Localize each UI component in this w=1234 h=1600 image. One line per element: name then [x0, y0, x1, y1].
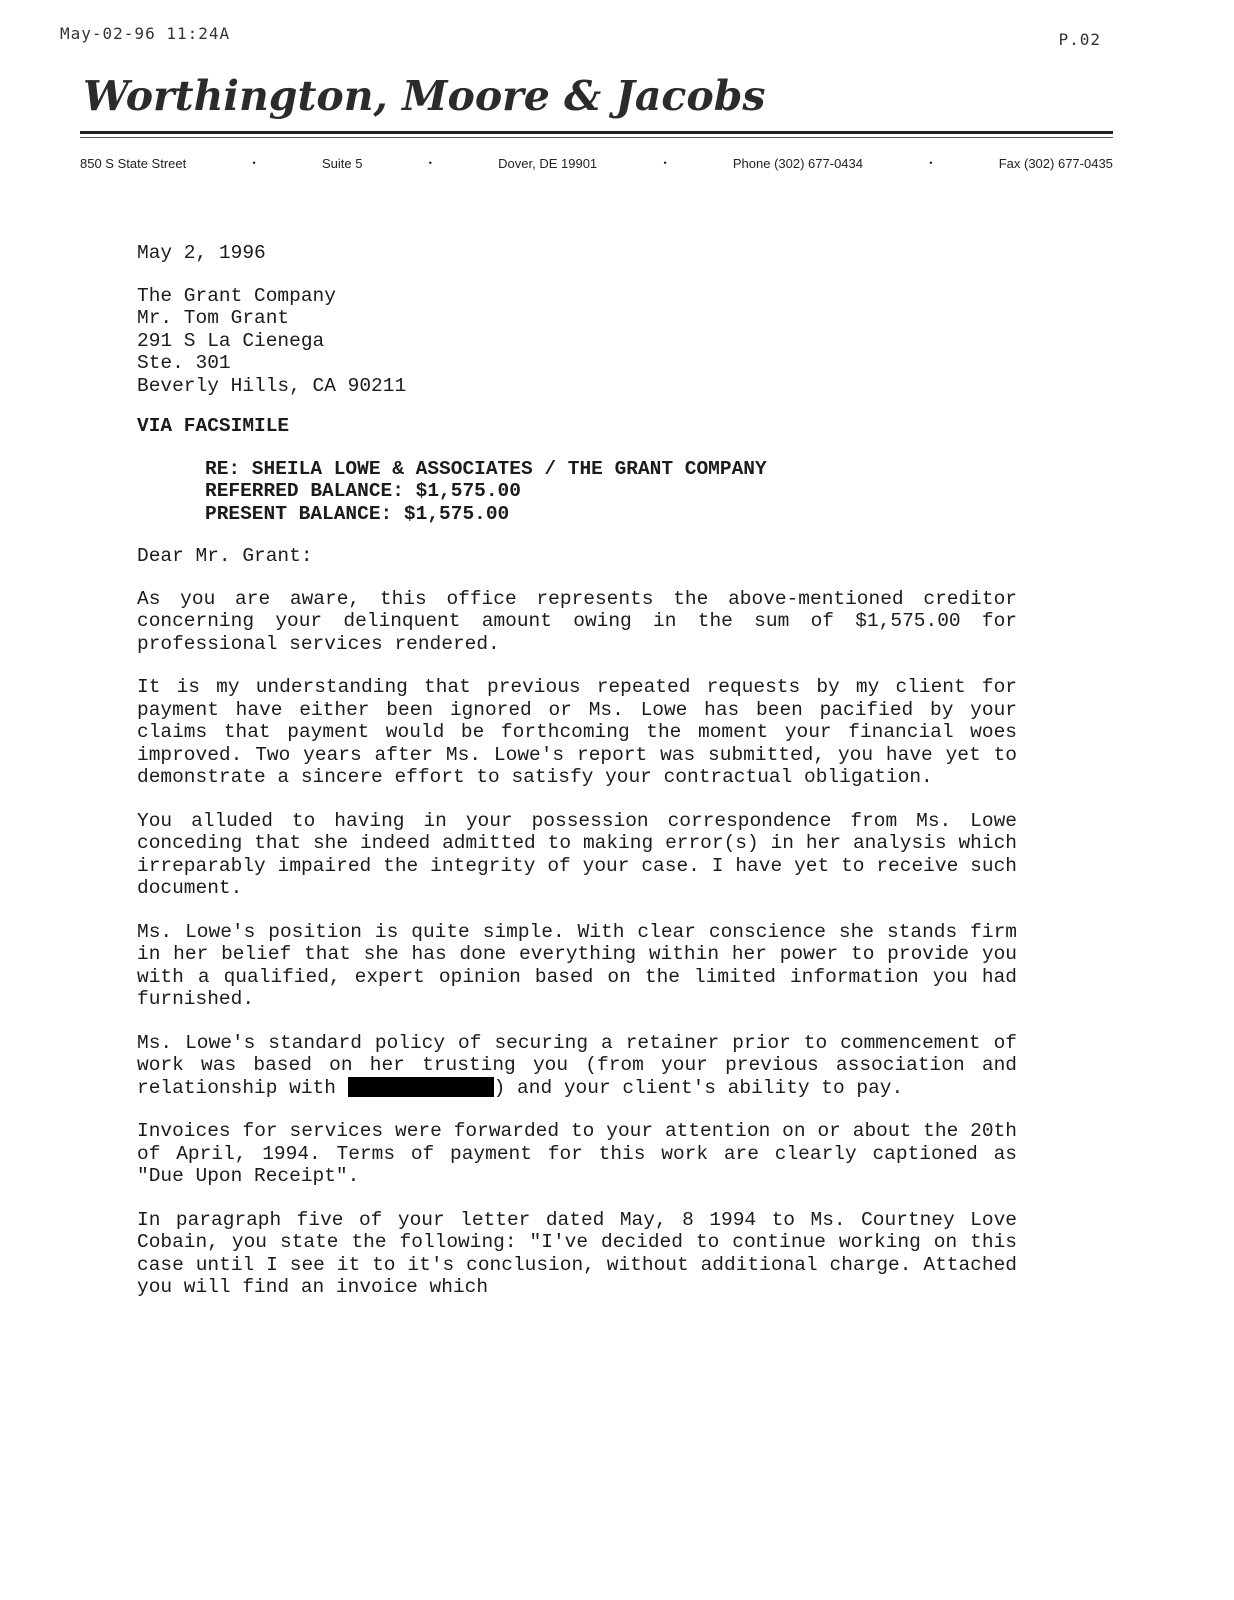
- firm-name: Worthington, Moore & Jacobs: [83, 72, 766, 120]
- letterhead-rule: [80, 131, 1113, 134]
- firm-phone: Phone (302) 677-0434: [732, 155, 863, 171]
- referred-balance: REFERRED BALANCE: $1,575.00: [205, 480, 521, 502]
- firm-fax: Fax (302) 677-0435: [998, 155, 1113, 171]
- fax-page-number: P.02: [1058, 30, 1101, 49]
- firm-street: 850 S State Street: [80, 155, 187, 171]
- paragraph: In paragraph five of your letter dated May, 8 1994 to Ms. Courtney Love Cobain, you state the following: "I've decided to continue working on this case until I see it to it's conclusion, without additional charge. Attached you will find an invoice which: [137, 1208, 1017, 1298]
- recipient-address: [137, 285, 1017, 398]
- recipient-company: The Grant Company: [137, 284, 336, 307]
- present-balance: PRESENT BALANCE: $1,575.00: [205, 502, 510, 525]
- letter-body: [137, 242, 1017, 1320]
- paragraph-text: ) and your client's ability to pay.: [493, 1076, 904, 1099]
- paragraph: Ms. Lowe's position is quite simple. With clear conscience she stands firm in her belief that she has done everything within her power to provide you with a qualified, expert opinion based on the limited information you had furnished.: [137, 920, 1017, 1010]
- separator-dot: •: [929, 158, 933, 168]
- separator-dot: •: [663, 158, 667, 168]
- salutation: Dear Mr. Grant:: [137, 545, 313, 567]
- recipient-suite: Ste. 301: [137, 352, 231, 374]
- fax-timestamp: May-02-96 11:24A: [60, 24, 231, 43]
- paragraph: [137, 1032, 1017, 1100]
- separator-dot: •: [252, 158, 256, 168]
- letterhead-address-bar: [80, 152, 1113, 174]
- delivery-method: VIA FACSIMILE: [137, 415, 290, 437]
- re-subject: RE: SHEILA LOWE & ASSOCIATES / THE GRANT COMPANY: [205, 457, 767, 480]
- recipient-name: Mr. Tom Grant: [137, 307, 290, 329]
- recipient-street: 291 S La Cienega: [137, 329, 325, 352]
- firm-city: Dover, DE 19901: [498, 155, 598, 171]
- paragraph: Invoices for services were forwarded to your attention on or about the 20th of April, 1994. Terms of payment for this work are clearly captioned as "Due Upon Receipt".: [137, 1120, 1017, 1187]
- separator-dot: •: [428, 158, 432, 168]
- recipient-city: Beverly Hills, CA 90211: [137, 374, 407, 397]
- paragraph: You alluded to having in your possession correspondence from Ms. Lowe conceding that she indeed admitted to making error(s) in her analysis which irreparably impaired the integrity of your case. I have yet to receive such document.: [137, 809, 1017, 899]
- paragraph-text: Ms. Lowe's standard policy of securing a retainer prior to commencement of work was based on her trusting you (from your previous association and relationship with: [137, 1031, 1017, 1099]
- letterhead-rule-thin: [80, 137, 1113, 138]
- paragraph: As you are aware, this office represents the above-mentioned creditor concerning your delinquent amount owing in the sum of $1,575.00 for professional services rendered.: [137, 587, 1017, 655]
- letter-date: May 2, 1996: [137, 242, 266, 264]
- re-block: [205, 458, 1017, 526]
- redaction-block: [348, 1077, 494, 1097]
- paragraph: It is my understanding that previous repeated requests by my client for payment have either been ignored or Ms. Lowe has been pacified by your claims that payment would be forthcoming the moment your financial woes improved. Two years after Ms. Lowe's report was submitted, you have yet to demonstrate a sincere effort to satisfy your contractual obligation.: [137, 676, 1017, 788]
- firm-suite: Suite 5: [321, 155, 363, 171]
